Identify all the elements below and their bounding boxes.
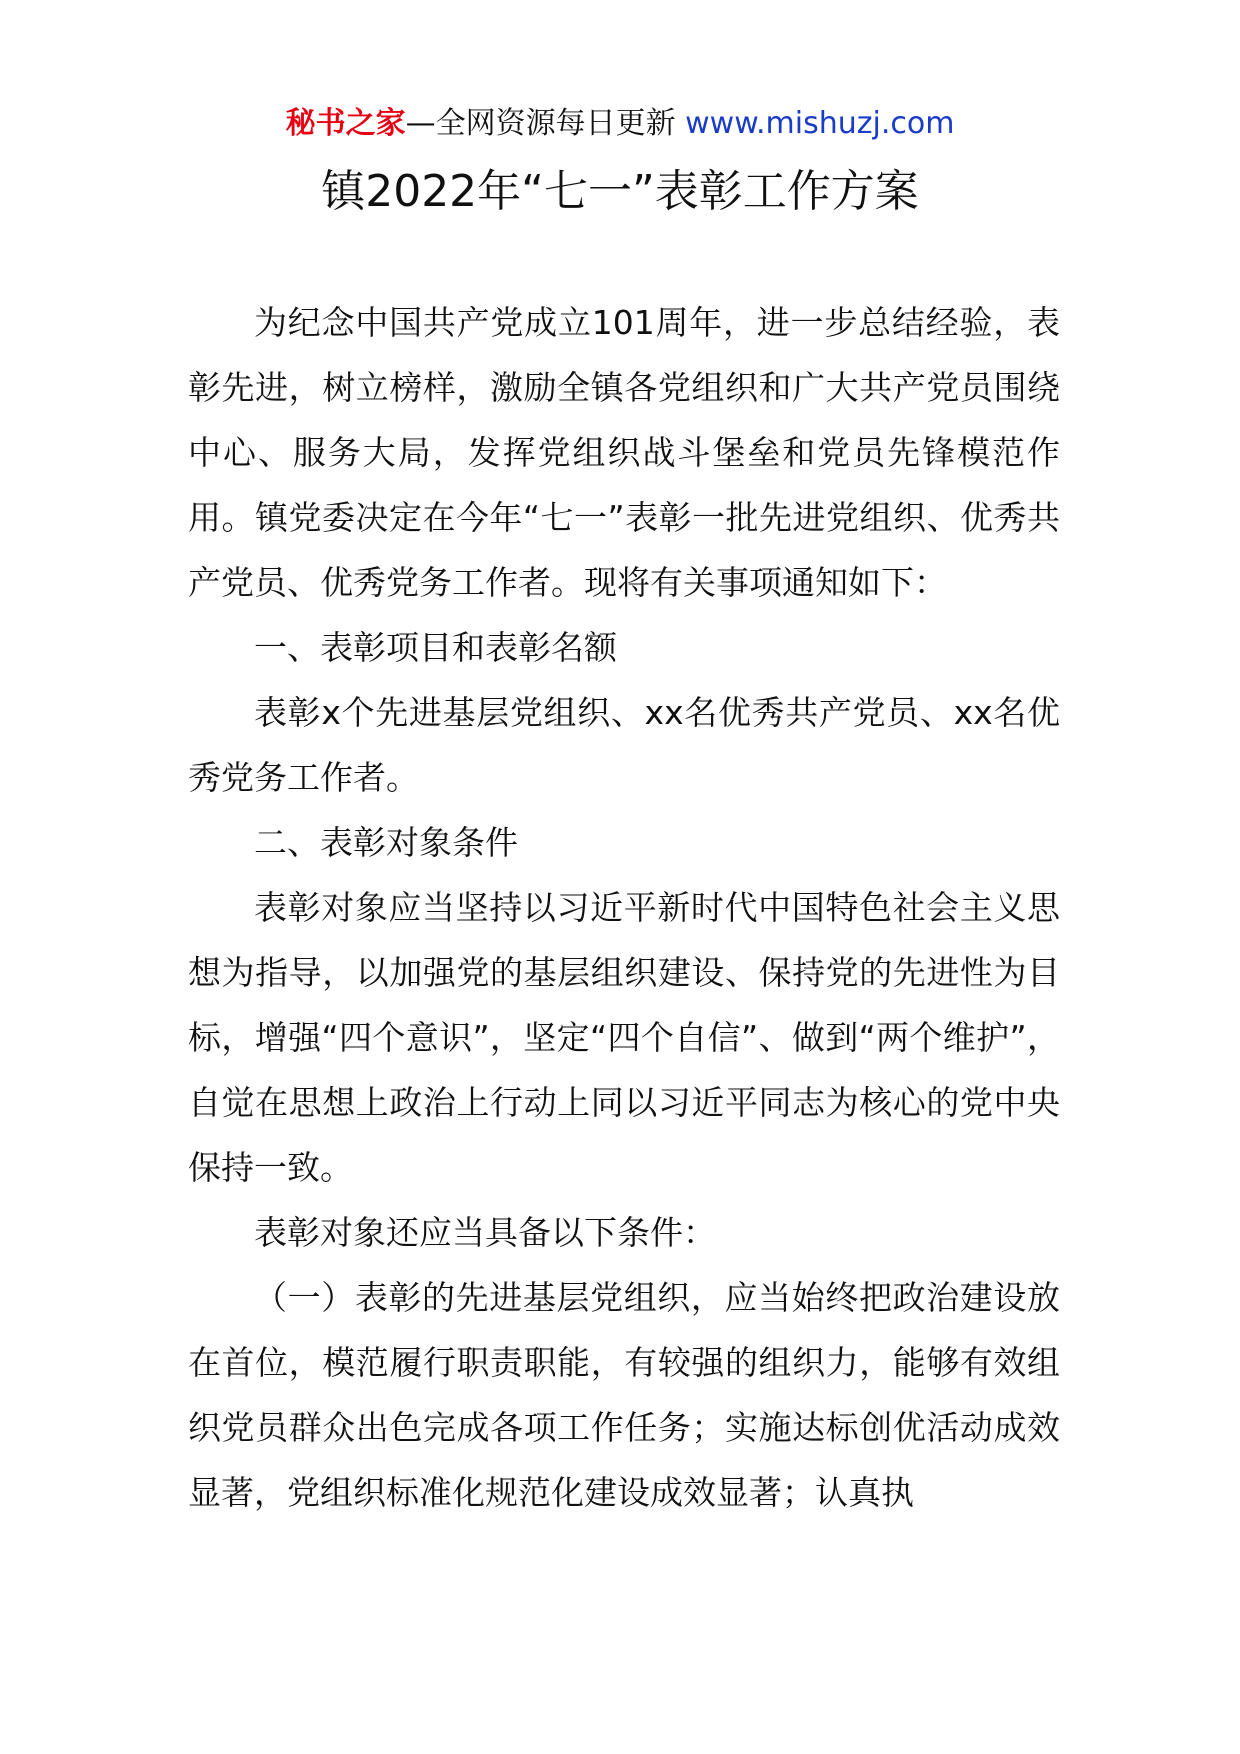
- paragraph-intro: 为纪念中国共产党成立101周年，进一步总结经验，表彰先进，树立榜样，激励全镇各党组织和广大共产党员围绕中心、服务大局，发挥党组织战斗堡垒和党员先锋模范作用。镇党委决定在今年“七一”表彰一批先进党组织、优秀共产党员、优秀党务工作者。现将有关事项通知如下：: [188, 303, 1060, 602]
- website-link[interactable]: www.mishuzj.com: [685, 106, 955, 141]
- source-banner: [0, 102, 1240, 146]
- paragraph-criteria: 表彰对象应当坚持以习近平新时代中国特色社会主义思想为指导，以加强党的基层组织建设、保持党的先进性为目标，增强“四个意识”，坚定“四个自信”、做到“两个维护”，自觉在思想上政治上行动上同以习近平同志为核心的党中央保持一致。: [188, 888, 1060, 1187]
- banner-slogan: —全网资源每日更新: [405, 106, 676, 141]
- section-heading-1: 一、表彰项目和表彰名额: [254, 628, 617, 667]
- document-title: 镇2022年“七一”表彰工作方案: [321, 166, 919, 217]
- section-heading-2: 二、表彰对象条件: [254, 823, 518, 862]
- paragraph-quota: 表彰x个先进基层党组织、xx名优秀共产党员、xx名优秀党务工作者。: [188, 693, 1060, 797]
- document-body: [188, 290, 1060, 1525]
- paragraph-condition-1: （一）表彰的先进基层党组织，应当始终把政治建设放在首位，模范履行职责职能，有较强的组织力，能够有效组织党员群众出色完成各项工作任务；实施达标创优活动成效显著，党组织标准化规范化建设成效显著；认真执: [188, 1278, 1060, 1512]
- brand-name: 秘书之家: [285, 106, 406, 141]
- paragraph-conditions-intro: 表彰对象还应当具备以下条件：: [254, 1213, 716, 1252]
